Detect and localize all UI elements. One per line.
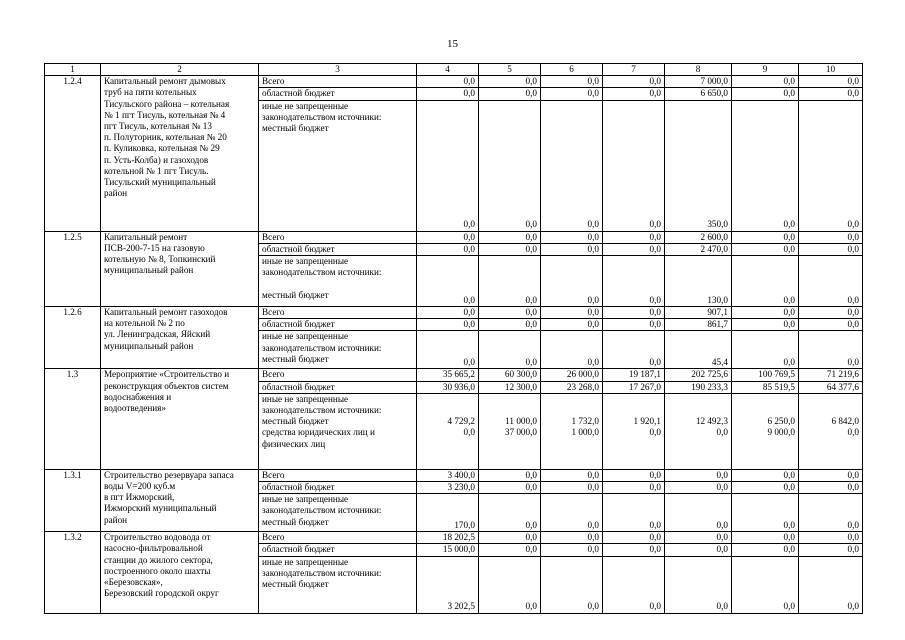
amount-line bbox=[606, 439, 661, 450]
amount-cell: 0,0 bbox=[603, 307, 665, 319]
amount-cell: 0,0 bbox=[417, 243, 479, 255]
amount-cell: 0,0 bbox=[732, 88, 799, 100]
funding-source bbox=[259, 88, 417, 100]
table-body bbox=[45, 76, 863, 613]
amount-cell: 0,0 bbox=[479, 76, 541, 88]
amount-line bbox=[802, 405, 859, 416]
item-name bbox=[101, 369, 259, 469]
item-number: 1.2.4 bbox=[45, 76, 101, 231]
amount-line bbox=[420, 405, 475, 416]
amount-cell: 0,0 bbox=[417, 231, 479, 243]
amount-cell: 0,0 bbox=[799, 100, 863, 231]
amount-cell: 0,0 bbox=[417, 256, 479, 307]
column-header: 1 bbox=[45, 64, 101, 76]
amount-cell: 2 470,0 bbox=[665, 243, 732, 255]
item-name-line: котельной № 1 пгт Тисуль. bbox=[104, 165, 209, 176]
amount-cell: 0,0 bbox=[799, 76, 863, 88]
item-name-line: п. Полуторник, котельная № 20 bbox=[104, 132, 227, 143]
item-name-line: Тисульский муниципальный bbox=[104, 177, 216, 188]
amount-cell: 0,0 bbox=[799, 256, 863, 307]
amount-cell: 0,0 bbox=[799, 243, 863, 255]
item-name-line: Тисульского района – котельная bbox=[104, 98, 230, 109]
item-name-line: Ижморский муниципальный bbox=[104, 503, 217, 514]
column-header: 7 bbox=[603, 64, 665, 76]
funding-source-line: местный бюджет bbox=[262, 579, 329, 590]
amount-cell: 0,0 bbox=[603, 88, 665, 100]
funding-source-line: иные не запрещенные bbox=[262, 494, 349, 505]
amount-cell: 60 300,0 bbox=[479, 369, 541, 381]
amount-cell: 0,0 bbox=[417, 319, 479, 331]
amount-cell: 0,0 bbox=[799, 494, 863, 532]
amount-cell: 0,0 bbox=[799, 307, 863, 319]
amount-cell: 0,0 bbox=[541, 231, 603, 243]
amount-cell: 0,0 bbox=[603, 331, 665, 369]
amount-line: 6 842,0 bbox=[831, 416, 859, 427]
amount-cell: 18 202,5 bbox=[417, 532, 479, 544]
table-row bbox=[45, 532, 863, 544]
amount-line bbox=[544, 394, 599, 405]
funding-source bbox=[259, 243, 417, 255]
column-header: 4 bbox=[417, 64, 479, 76]
amount-line bbox=[420, 394, 475, 405]
amount-cell: 130,0 bbox=[665, 256, 732, 307]
amount-cell: 3 230,0 bbox=[417, 482, 479, 494]
amount-cell: 26 000,0 bbox=[541, 369, 603, 381]
amount-cell: 0,0 bbox=[541, 482, 603, 494]
funding-source-line bbox=[262, 601, 413, 612]
item-number: 1.2.5 bbox=[45, 231, 101, 306]
amount-cell: 0,0 bbox=[732, 331, 799, 369]
table-row bbox=[45, 307, 863, 319]
table-row bbox=[45, 231, 863, 243]
amount-cell: 0,0 bbox=[417, 76, 479, 88]
amount-cell: 0,0 bbox=[732, 544, 799, 556]
amount-cell: 71 219,6 bbox=[799, 369, 863, 381]
amount-cell: 0,0 bbox=[479, 100, 541, 231]
table-row bbox=[45, 469, 863, 481]
column-header: 3 bbox=[259, 64, 417, 76]
amount-cell: 0,0 bbox=[541, 556, 603, 613]
amount-cell: 0,0 bbox=[732, 532, 799, 544]
funding-source bbox=[259, 482, 417, 494]
amount-cell: 0,0 bbox=[799, 231, 863, 243]
amount-cell: 0,0 bbox=[479, 256, 541, 307]
amount-cell: 0,0 bbox=[479, 544, 541, 556]
budget-table bbox=[44, 63, 863, 614]
item-name-line: п. Усть-Колба) и газоходов bbox=[104, 154, 209, 165]
item-name-line: «Березовская», bbox=[104, 577, 163, 588]
amount-cell: 0,0 bbox=[479, 88, 541, 100]
funding-source-line: областной бюджет bbox=[262, 243, 335, 254]
column-header: 6 bbox=[541, 64, 603, 76]
item-name-line: Капитальный ремонт газоходов bbox=[104, 307, 228, 318]
amount-cell: 0,0 bbox=[417, 100, 479, 231]
amount-cell: 0,0 bbox=[799, 482, 863, 494]
column-header: 2 bbox=[101, 64, 259, 76]
amount-cell: 0,0 bbox=[603, 494, 665, 532]
item-name-line: станции до жилого сектора, bbox=[104, 554, 213, 565]
funding-source bbox=[259, 393, 417, 469]
funding-source-line: средства юридических лиц и bbox=[262, 427, 375, 438]
item-number: 1.3.2 bbox=[45, 532, 101, 613]
amount-cell: 0,0 bbox=[603, 231, 665, 243]
funding-source-line: иные не запрещенные bbox=[262, 256, 349, 267]
amount-cell: 0,0 bbox=[603, 76, 665, 88]
funding-source-line: законодательством источники: bbox=[262, 567, 382, 578]
item-name-line: № 1 пгт Тисуль, котельная № 4 bbox=[104, 109, 226, 120]
funding-source-line: иные не запрещенные bbox=[262, 393, 349, 404]
amount-cell: 0,0 bbox=[479, 331, 541, 369]
amount-cell: 0,0 bbox=[541, 469, 603, 481]
amount-cell: 0,0 bbox=[732, 100, 799, 231]
amount-cell: 0,0 bbox=[799, 319, 863, 331]
amount-cell: 0,0 bbox=[479, 482, 541, 494]
amount-cell: 0,0 bbox=[541, 494, 603, 532]
item-name bbox=[101, 469, 259, 531]
amount-cell: 0,0 bbox=[479, 556, 541, 613]
item-number: 1.2.6 bbox=[45, 307, 101, 369]
funding-source-line: иные не запрещенные bbox=[262, 556, 349, 567]
item-name-line: муниципальный район bbox=[104, 265, 194, 276]
amount-cell: 0,0 bbox=[541, 307, 603, 319]
amount-cell: 0,0 bbox=[799, 88, 863, 100]
item-name-line: реконструкция объектов систем bbox=[104, 380, 229, 391]
funding-source bbox=[259, 494, 417, 532]
amount-cell: 0,0 bbox=[541, 256, 603, 307]
amount-cell: 0,0 bbox=[541, 100, 603, 231]
table-row bbox=[45, 76, 863, 88]
amount-cell: 190 233,3 bbox=[665, 381, 732, 393]
amount-cell: 0,0 bbox=[603, 482, 665, 494]
amount-cell: 0,0 bbox=[665, 494, 732, 532]
funding-source-line: местный бюджет bbox=[262, 416, 329, 427]
amount-line bbox=[606, 405, 661, 416]
funding-source bbox=[259, 369, 417, 381]
amount-cell: 0,0 bbox=[479, 319, 541, 331]
amount-cell: 6 650,0 bbox=[665, 88, 732, 100]
funding-source-line: иные не запрещенные bbox=[262, 100, 349, 111]
amount-line bbox=[668, 405, 728, 416]
amount-cell: 17 267,0 bbox=[603, 381, 665, 393]
amount-line: 0,0 bbox=[649, 427, 661, 438]
amount-cell: 0,0 bbox=[479, 307, 541, 319]
funding-source-line: областной бюджет bbox=[262, 482, 335, 493]
amount-line: 1 000,0 bbox=[571, 427, 599, 438]
funding-source-line: областной бюджет bbox=[262, 544, 335, 555]
item-name-line: ул. Ленинградская, Яйский bbox=[104, 329, 211, 340]
amount-cell: 0,0 bbox=[799, 544, 863, 556]
amount-cell: 0,0 bbox=[603, 319, 665, 331]
amount-cell: 23 268,0 bbox=[541, 381, 603, 393]
item-name-line: район bbox=[104, 188, 128, 199]
amount-cell bbox=[603, 393, 665, 469]
amount-line bbox=[482, 439, 537, 450]
item-name-line: Капитальный ремонт bbox=[104, 231, 188, 242]
item-name-line: водоснабжения и bbox=[104, 391, 172, 402]
amount-line bbox=[482, 405, 537, 416]
amount-cell: 64 377,6 bbox=[799, 381, 863, 393]
funding-source-line: законодательством источники: bbox=[262, 267, 382, 278]
amount-cell: 0,0 bbox=[603, 100, 665, 231]
column-header: 8 bbox=[665, 64, 732, 76]
amount-cell bbox=[665, 393, 732, 469]
item-number: 1.3 bbox=[45, 369, 101, 469]
amount-line bbox=[668, 439, 728, 450]
amount-cell: 0,0 bbox=[732, 482, 799, 494]
funding-source-line bbox=[262, 278, 413, 289]
amount-cell: 0,0 bbox=[732, 231, 799, 243]
amount-cell: 0,0 bbox=[603, 256, 665, 307]
amount-cell: 12 300,0 bbox=[479, 381, 541, 393]
amount-line bbox=[735, 394, 795, 405]
amount-cell: 30 936,0 bbox=[417, 381, 479, 393]
amount-line bbox=[482, 394, 537, 405]
table-row bbox=[45, 369, 863, 381]
amount-cell: 35 665,2 bbox=[417, 369, 479, 381]
funding-source bbox=[259, 76, 417, 88]
funding-source bbox=[259, 307, 417, 319]
amount-cell: 0,0 bbox=[732, 256, 799, 307]
item-name-line: Березовский городской округ bbox=[104, 588, 219, 599]
amount-cell: 0,0 bbox=[417, 331, 479, 369]
funding-source-line: местный бюджет bbox=[262, 123, 329, 134]
funding-source bbox=[259, 100, 417, 231]
funding-source-line: местный бюджет bbox=[262, 516, 329, 527]
amount-cell: 0,0 bbox=[603, 469, 665, 481]
item-name-line: ПСВ-200-7-15 на газовую bbox=[104, 242, 205, 253]
item-name-line: муниципальный район bbox=[104, 340, 194, 351]
amount-line: 11 000,0 bbox=[505, 416, 537, 427]
amount-line: 0,0 bbox=[716, 427, 728, 438]
amount-cell: 0,0 bbox=[732, 319, 799, 331]
amount-cell: 0,0 bbox=[732, 76, 799, 88]
page-number: 15 bbox=[447, 38, 458, 50]
amount-cell bbox=[799, 393, 863, 469]
item-name-line: Строительство водовода от bbox=[104, 532, 211, 543]
amount-cell: 100 769,5 bbox=[732, 369, 799, 381]
amount-line: 9 000,0 bbox=[767, 427, 795, 438]
funding-source bbox=[259, 544, 417, 556]
amount-cell: 7 000,0 bbox=[665, 76, 732, 88]
amount-cell: 0,0 bbox=[665, 544, 732, 556]
item-name-line: в пгт Ижморский, bbox=[104, 492, 175, 503]
amount-cell: 0,0 bbox=[603, 532, 665, 544]
amount-cell: 0,0 bbox=[665, 482, 732, 494]
funding-source-line: Всего bbox=[262, 307, 285, 318]
amount-line: 4 729,2 bbox=[447, 416, 475, 427]
item-name bbox=[101, 532, 259, 613]
amount-cell: 350,0 bbox=[665, 100, 732, 231]
item-name-line: Мероприятие «Строительство и bbox=[104, 369, 230, 380]
funding-source-line: Всего bbox=[262, 532, 285, 543]
amount-cell: 2 600,0 bbox=[665, 231, 732, 243]
funding-source bbox=[259, 532, 417, 544]
funding-source bbox=[259, 256, 417, 307]
amount-cell: 19 187,1 bbox=[603, 369, 665, 381]
amount-cell: 0,0 bbox=[603, 544, 665, 556]
amount-cell: 0,0 bbox=[479, 231, 541, 243]
funding-source bbox=[259, 556, 417, 613]
funding-source-line: областной бюджет bbox=[262, 381, 335, 392]
amount-cell: 0,0 bbox=[541, 243, 603, 255]
item-number: 1.3.1 bbox=[45, 469, 101, 531]
amount-line: 12 492,3 bbox=[695, 416, 728, 427]
funding-source bbox=[259, 331, 417, 369]
funding-source bbox=[259, 469, 417, 481]
amount-line bbox=[735, 405, 795, 416]
amount-cell: 0,0 bbox=[541, 319, 603, 331]
amount-cell: 3 400,0 bbox=[417, 469, 479, 481]
amount-cell bbox=[417, 393, 479, 469]
amount-line bbox=[606, 394, 661, 405]
item-name bbox=[101, 231, 259, 306]
funding-source-line: Всего bbox=[262, 469, 285, 480]
funding-source-line: законодательством источники: bbox=[262, 111, 382, 122]
item-name-line: пгт Тисуль, котельная № 13 bbox=[104, 121, 212, 132]
amount-cell: 0,0 bbox=[665, 556, 732, 613]
funding-source-line: законодательством источники: bbox=[262, 342, 382, 353]
funding-source-line: физических лиц bbox=[262, 438, 326, 449]
amount-cell: 0,0 bbox=[417, 88, 479, 100]
funding-source-line: областной бюджет bbox=[262, 88, 335, 99]
column-header: 10 bbox=[799, 64, 863, 76]
item-name-line: на котельной № 2 по bbox=[104, 318, 185, 329]
amount-cell: 0,0 bbox=[732, 243, 799, 255]
amount-cell: 202 725,6 bbox=[665, 369, 732, 381]
amount-cell: 0,0 bbox=[479, 243, 541, 255]
amount-cell: 0,0 bbox=[799, 532, 863, 544]
funding-source bbox=[259, 319, 417, 331]
amount-cell bbox=[732, 393, 799, 469]
item-name-line: район bbox=[104, 514, 128, 525]
funding-source-line: Всего bbox=[262, 231, 285, 242]
amount-cell: 0,0 bbox=[732, 494, 799, 532]
item-name-line: котельную № 8, Топкинский bbox=[104, 254, 216, 265]
amount-cell: 0,0 bbox=[665, 532, 732, 544]
amount-cell: 0,0 bbox=[732, 469, 799, 481]
amount-cell: 0,0 bbox=[541, 331, 603, 369]
amount-cell: 0,0 bbox=[799, 556, 863, 613]
amount-cell: 0,0 bbox=[799, 469, 863, 481]
funding-source-line: областной бюджет bbox=[262, 319, 335, 330]
amount-line bbox=[668, 394, 728, 405]
item-name-line: п. Куликовка, котельная № 29 bbox=[104, 143, 220, 154]
amount-cell: 0,0 bbox=[665, 469, 732, 481]
amount-line: 37 000,0 bbox=[504, 427, 537, 438]
amount-cell: 907,1 bbox=[665, 307, 732, 319]
amount-line: 6 250,0 bbox=[767, 416, 795, 427]
amount-cell: 0,0 bbox=[603, 556, 665, 613]
amount-cell: 0,0 bbox=[479, 469, 541, 481]
amount-cell: 0,0 bbox=[417, 307, 479, 319]
amount-cell bbox=[479, 393, 541, 469]
funding-source bbox=[259, 231, 417, 243]
amount-cell: 0,0 bbox=[541, 544, 603, 556]
amount-cell: 0,0 bbox=[541, 88, 603, 100]
amount-line: 0,0 bbox=[463, 427, 475, 438]
amount-line bbox=[544, 405, 599, 416]
item-name-line: построенного около шахты bbox=[104, 565, 211, 576]
amount-line bbox=[802, 394, 859, 405]
amount-cell: 170,0 bbox=[417, 494, 479, 532]
amount-cell bbox=[541, 393, 603, 469]
item-name-line: водоотведения» bbox=[104, 403, 167, 414]
item-name-line: насосно-фильтровальной bbox=[104, 543, 203, 554]
amount-line: 0,0 bbox=[847, 427, 859, 438]
item-name bbox=[101, 76, 259, 231]
funding-source-line: законодательством источники: bbox=[262, 505, 382, 516]
amount-cell: 0,0 bbox=[732, 556, 799, 613]
amount-cell: 0,0 bbox=[799, 331, 863, 369]
amount-cell: 0,0 bbox=[732, 307, 799, 319]
amount-line: 1 920,1 bbox=[633, 416, 661, 427]
column-header: 9 bbox=[732, 64, 799, 76]
amount-cell: 45,4 bbox=[665, 331, 732, 369]
item-name-line: труб на пяти котельных bbox=[104, 87, 197, 98]
amount-cell: 0,0 bbox=[479, 532, 541, 544]
funding-source-line bbox=[262, 590, 413, 601]
amount-cell: 0,0 bbox=[541, 76, 603, 88]
amount-line: 1 732,0 bbox=[571, 416, 599, 427]
amount-line bbox=[735, 439, 795, 450]
funding-source-line: местный бюджет bbox=[262, 289, 329, 300]
item-name-line: воды V=200 куб.м bbox=[104, 481, 176, 492]
item-name bbox=[101, 307, 259, 369]
amount-line bbox=[420, 439, 475, 450]
amount-cell: 3 202,5 bbox=[417, 556, 479, 613]
amount-cell: 861,7 bbox=[665, 319, 732, 331]
funding-source-line: местный бюджет bbox=[262, 353, 329, 364]
amount-cell: 0,0 bbox=[603, 243, 665, 255]
funding-source-line: иные не запрещенные bbox=[262, 331, 349, 342]
funding-source bbox=[259, 381, 417, 393]
amount-line bbox=[802, 439, 859, 450]
amount-cell: 85 519,5 bbox=[732, 381, 799, 393]
amount-cell: 15 000,0 bbox=[417, 544, 479, 556]
item-name-line: Капитальный ремонт дымовых bbox=[104, 76, 226, 87]
item-name-line: Строительство резервуара запаса bbox=[104, 469, 234, 480]
funding-source-line: законодательством источники: bbox=[262, 405, 382, 416]
funding-source-line: Всего bbox=[262, 76, 285, 87]
column-header-row bbox=[45, 64, 863, 76]
amount-cell: 0,0 bbox=[541, 532, 603, 544]
column-header: 5 bbox=[479, 64, 541, 76]
funding-source-line: Всего bbox=[262, 369, 285, 380]
amount-cell: 0,0 bbox=[479, 494, 541, 532]
amount-line bbox=[544, 439, 599, 450]
